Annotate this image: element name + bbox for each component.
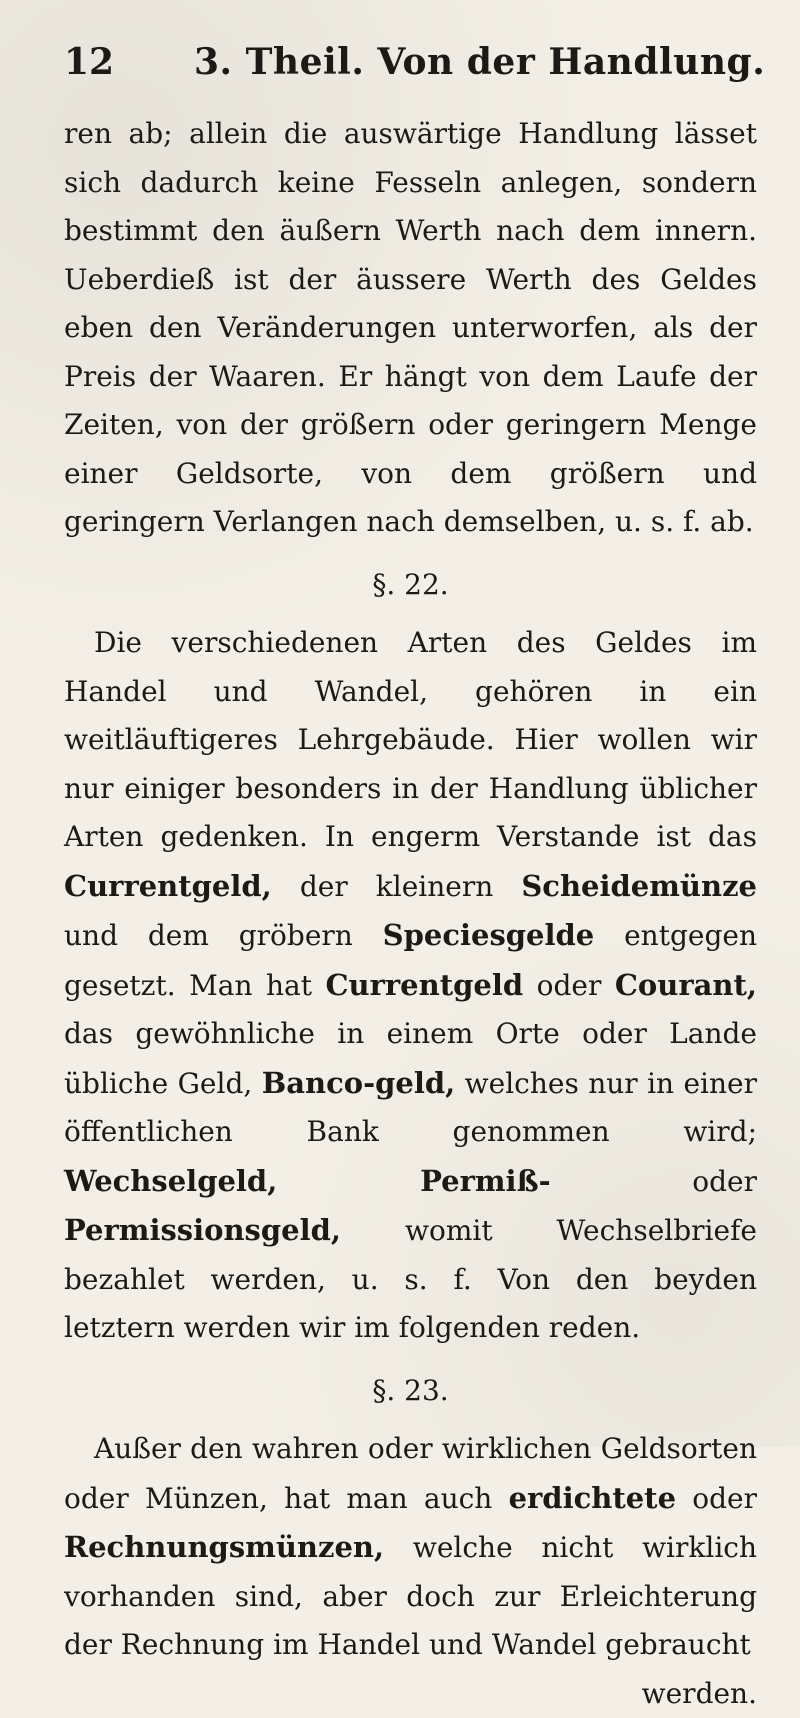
paragraph-23: [64, 1425, 757, 1718]
paragraph-22-text-4: entgegen gesetzt. Man hat: [64, 919, 757, 1002]
paragraph-22: [64, 619, 757, 1353]
term-bancogeld: Banco-geld,: [262, 1066, 456, 1100]
section-mark-23: §. 23.: [64, 1367, 757, 1416]
page-number: 12: [64, 36, 114, 88]
term-wechselgeld: Wechselgeld, Permiß-: [64, 1164, 551, 1198]
paragraph-1: ren ab; allein die auswärtige Handlung lässet sich dadurch keine Fesseln anlegen, sondern bestimmt den äußern Werth nach dem innern. Ueberdieß ist der äussere Werth des Geldes eben den Veränderungen unterworfen, als der Preis der Waaren. Er hängt von dem Laufe der Zeiten, von der größern oder geringern Menge einer Geldsorte, von dem größern und geringern Verlangen nach demselben, u. s. f. ab.: [64, 110, 757, 547]
term-rechnungsmuenzen: Rechnungsmünzen,: [64, 1530, 384, 1564]
main-text: [64, 110, 757, 1718]
paragraph-23-text-3: welche nicht wirklich vorhanden sind, aber doch zur Erleichterung der Rechnung im Handel und Wandel gebraucht: [64, 1531, 757, 1661]
section-mark-22: §. 22.: [64, 561, 757, 610]
paragraph-23-last-word: werden.: [64, 1670, 757, 1718]
paragraph-22-text-5: oder: [523, 969, 615, 1002]
paragraph-23-text-2: oder: [676, 1482, 757, 1515]
paragraph-22-text-2: der kleinern: [272, 870, 522, 903]
paragraph-22-text-6: das gewöhnliche in einem Orte oder Lande übliche Geld,: [64, 1017, 757, 1100]
paragraph-22-text-7: welches nur in einer öffentlichen Bank genommen wird;: [64, 1067, 757, 1149]
running-title: 3. Theil. Von der Handlung.: [194, 36, 765, 88]
paragraph-22-text-3: und dem gröbern: [64, 919, 383, 952]
term-scheidemuenze: Scheidemünze: [521, 869, 757, 903]
term-courant: Courant,: [615, 968, 757, 1002]
paragraph-23-text-1: Außer den wahren oder wirklichen Geldsorten oder Münzen, hat man auch: [64, 1432, 757, 1515]
running-head: [64, 36, 750, 88]
paragraph-22-text-8: oder: [551, 1165, 757, 1198]
term-permissionsgeld: Permissionsgeld,: [64, 1213, 341, 1247]
paragraph-22-text-9: womit Wechselbriefe bezahlet werden, u. s. f. Von den beyden letztern werden wir im folgenden reden.: [64, 1214, 757, 1344]
term-currentgeld-1: Currentgeld,: [64, 869, 272, 903]
term-speciesgelde: Speciesgelde: [383, 918, 595, 952]
paragraph-22-text-1: Die verschiedenen Arten des Geldes im Handel und Wandel, gehören in ein weitläuftigeres Lehrgebäude. Hier wollen wir nur einiger besonders in der Handlung üblicher Arten gedenken. In engerm Verstande ist das: [64, 626, 757, 853]
term-erdichtete: erdichtete: [509, 1481, 676, 1515]
term-currentgeld-2: Currentgeld: [325, 968, 523, 1002]
